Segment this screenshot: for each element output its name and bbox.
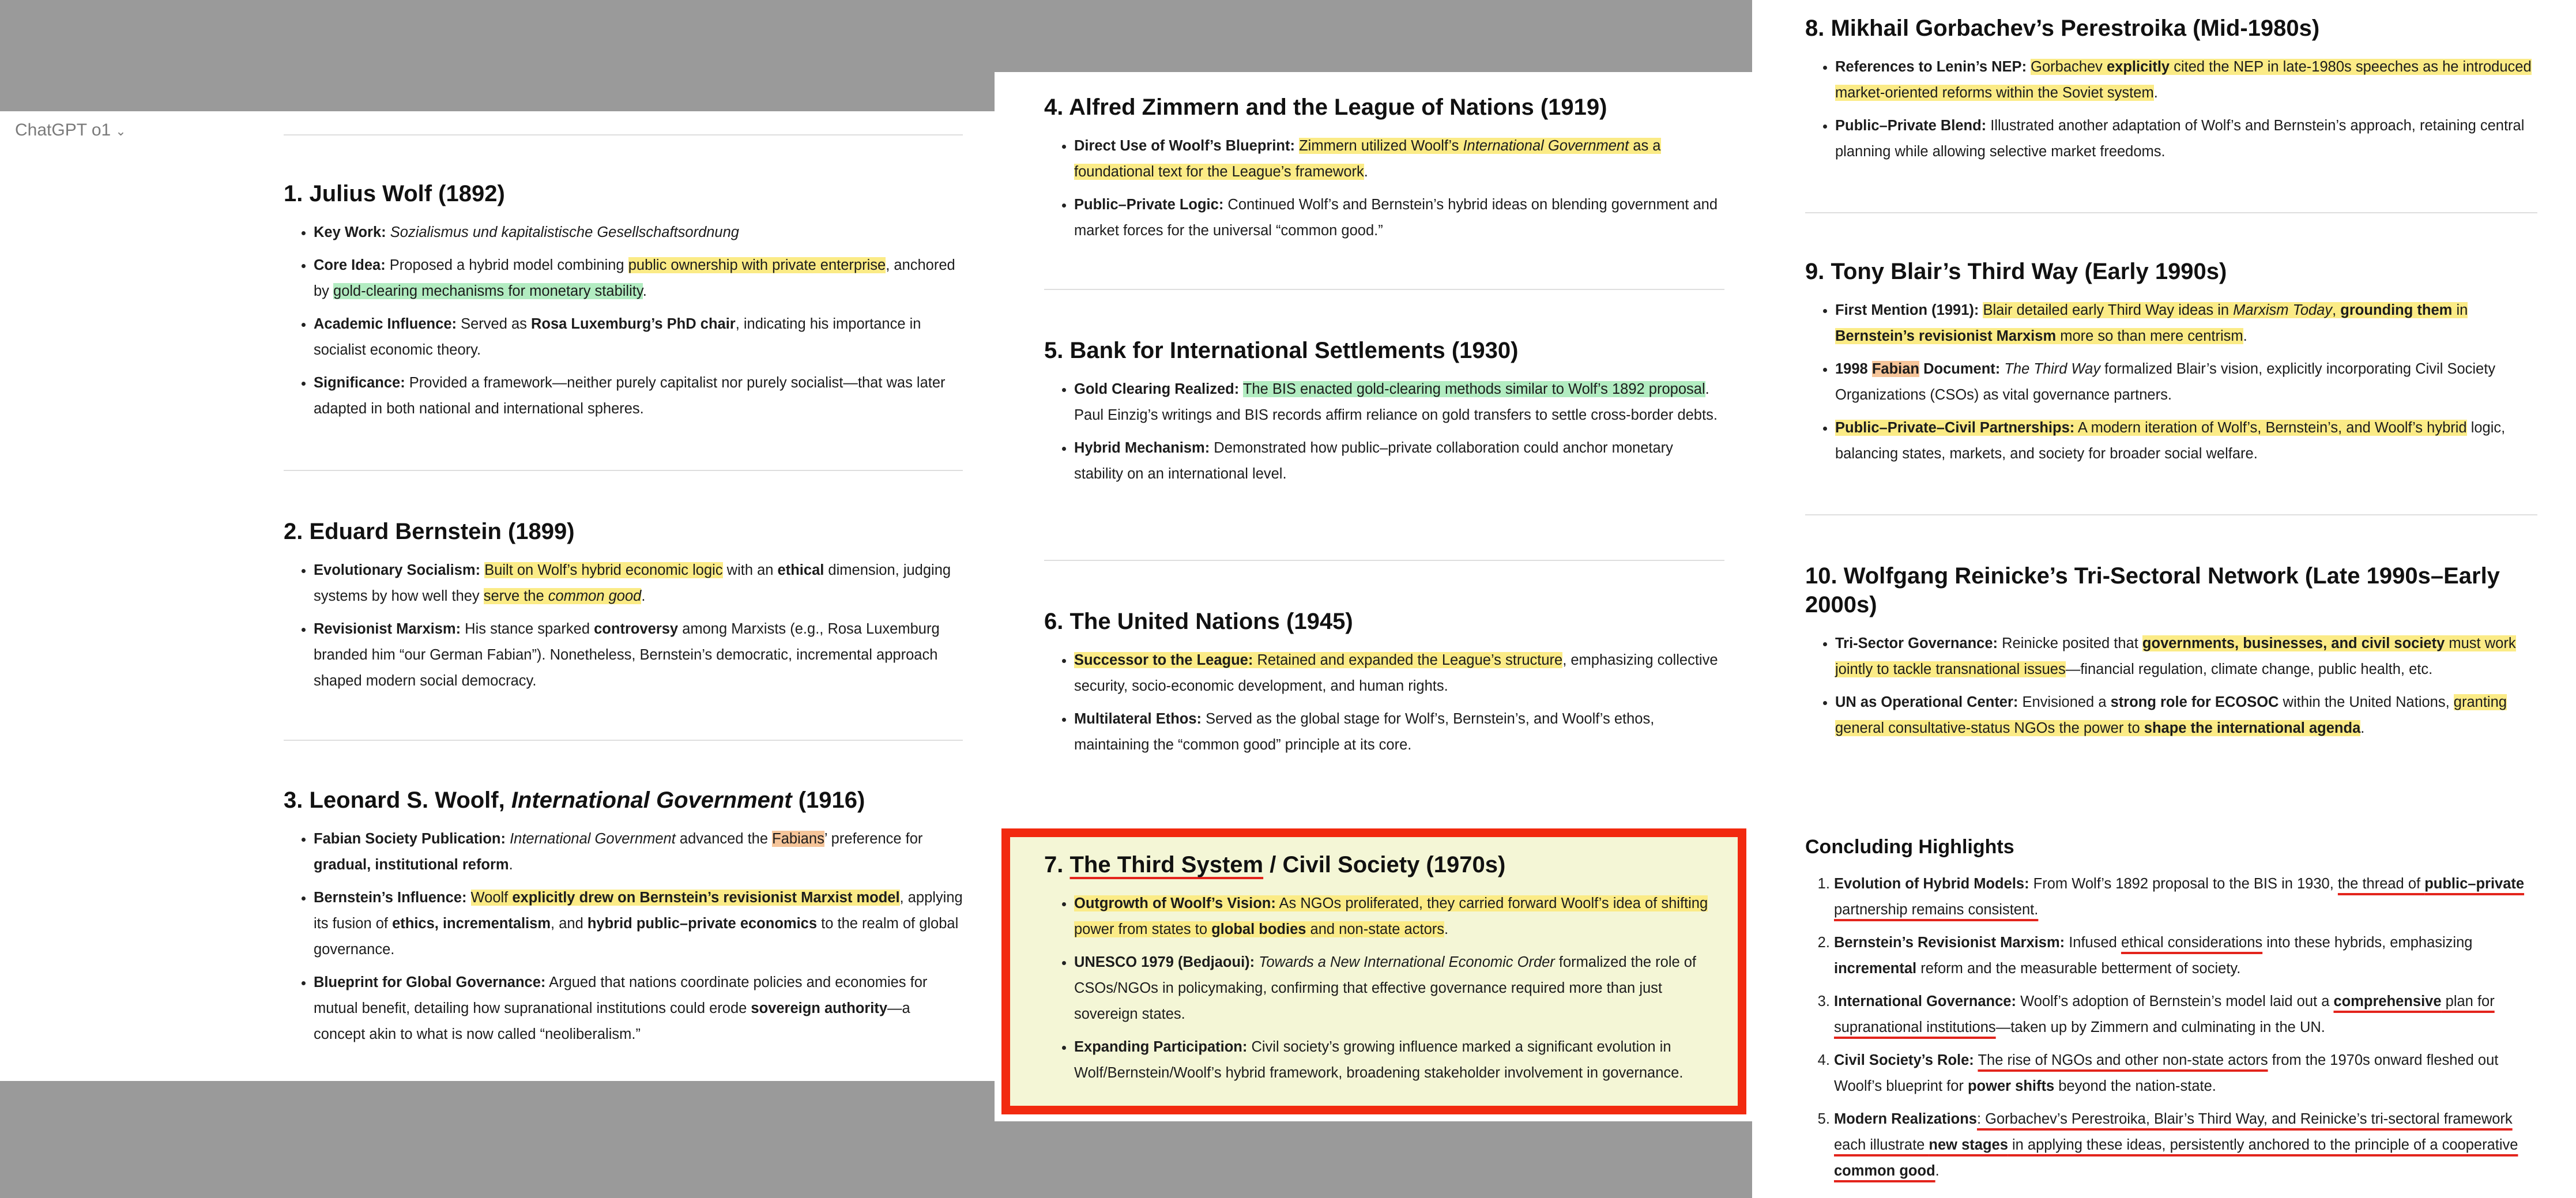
list-item: • Tri-Sector Governance: Reinicke posited that governments, businesses, and civil society must work jointly to tackle transnational issues—financial regulation, climate change, public health, etc. bbox=[1835, 631, 2537, 683]
right-screenshot-panel bbox=[1752, 0, 2576, 1198]
middle-screenshot-panel bbox=[995, 72, 1752, 1121]
list-item: • UNESCO 1979 (Bedjaoui): Towards a New International Economic Order formalized the role of CSOs/NGOs in policymaking, confirming that effective governance required more than just sovereign states. bbox=[1074, 950, 1724, 1027]
section-concluding-highlights bbox=[1805, 835, 2537, 1191]
list-item: • Direct Use of Woolf’s Blueprint: Zimmern utilized Woolf’s International Government as a foundational text for the League’s framework. bbox=[1074, 133, 1724, 185]
list-item: 5. Modern Realizations: Gorbachev’s Perestroika, Blair’s Third Way, and Reinicke’s tri-sectoral framework each illustrate new stages in applying these ideas, persistently anchored to the principle of a cooperative common good. bbox=[1834, 1106, 2537, 1184]
section-title: 2. Eduard Bernstein (1899) bbox=[284, 519, 575, 544]
list-item: • Evolutionary Socialism: Built on Wolf’s hybrid economic logic with an ethical dimension, judging systems by how well they serve the common good. bbox=[314, 557, 964, 609]
divider bbox=[284, 470, 963, 471]
section-reinicke bbox=[1805, 562, 2537, 748]
list-item: 3. International Governance: Woolf’s adoption of Bernstein’s model laid out a comprehensive plan for supranational institutions—taken up by Zimmern and culminating in the UN. bbox=[1834, 989, 2537, 1041]
list-item: • Outgrowth of Woolf’s Vision: As NGOs proliferated, they carried forward Woolf’s idea of shifting power from states to global bodies and non-state actors. bbox=[1074, 891, 1724, 943]
list-item: • First Mention (1991): Blair detailed early Third Way ideas in Marxism Today, grounding them in Bernstein’s revisionist Marxism more so than mere centrism. bbox=[1835, 297, 2537, 349]
list-item: 2. Bernstein’s Revisionist Marxism: Infused ethical considerations into these hybrids, emphasizing incremental reform and the measurable betterment of society. bbox=[1834, 930, 2537, 982]
list-item: • Hybrid Mechanism: Demonstrated how public–private collaboration could anchor monetary stability on an international level. bbox=[1074, 435, 1724, 487]
section-title: 7. The Third System / Civil Society (1970s) bbox=[1044, 852, 1506, 877]
section-title: 8. Mikhail Gorbachev’s Perestroika (Mid-1980s) bbox=[1805, 16, 2320, 41]
list-item: • Core Idea: Proposed a hybrid model combining public ownership with private enterprise, anchored by gold-clearing mechanisms for monetary stability. bbox=[314, 253, 964, 304]
section-gorbachev bbox=[1805, 14, 2537, 172]
list-item: 1. Evolution of Hybrid Models: From Wolf’s 1892 proposal to the BIS in 1930, the thread of public–private partnership remains consistent. bbox=[1834, 871, 2537, 923]
section-leonard-woolf bbox=[284, 786, 964, 1054]
section-title: 10. Wolfgang Reinicke’s Tri-Sectoral Network (Late 1990s–Early 2000s) bbox=[1805, 563, 2500, 617]
divider bbox=[1044, 560, 1724, 561]
section-title: 6. The United Nations (1945) bbox=[1044, 609, 1353, 634]
divider bbox=[1044, 289, 1724, 290]
section-title: 3. Leonard S. Woolf, International Government (1916) bbox=[284, 788, 865, 813]
divider bbox=[1805, 514, 2537, 515]
divider bbox=[284, 740, 963, 741]
list-item: • Public–Private–Civil Partnerships: A modern iteration of Wolf’s, Bernstein’s, and Woolf’s hybrid logic, balancing states, markets, and society for broader social welfare. bbox=[1835, 415, 2537, 467]
divider bbox=[284, 134, 963, 135]
section-united-nations bbox=[1044, 607, 1724, 765]
left-screenshot-panel bbox=[0, 111, 995, 1081]
list-item: • References to Lenin’s NEP: Gorbachev explicitly cited the NEP in late-1980s speeches as he introduced market-oriented reforms within the Soviet system. bbox=[1835, 54, 2537, 106]
section-tony-blair bbox=[1805, 257, 2537, 474]
list-item: • UN as Operational Center: Envisioned a strong role for ECOSOC within the United Nations, granting general consultative-status NGOs the power to shape the international agenda. bbox=[1835, 690, 2537, 741]
section-third-system bbox=[1044, 850, 1724, 1093]
list-item: • Multilateral Ethos: Served as the global stage for Wolf’s, Bernstein’s, and Woolf’s ethos, maintaining the “common good” principle at its core. bbox=[1074, 706, 1724, 758]
list-item: • Academic Influence: Served as Rosa Luxemburg’s PhD chair, indicating his importance in socialist economic theory. bbox=[314, 311, 964, 363]
section-title: 9. Tony Blair’s Third Way (Early 1990s) bbox=[1805, 259, 2227, 284]
divider bbox=[1805, 212, 2537, 213]
list-item: 4. Civil Society’s Role: The rise of NGOs and other non-state actors from the 1970s onward fleshed out Woolf’s blueprint for power shifts beyond the nation-state. bbox=[1834, 1048, 2537, 1099]
section-julius-wolf bbox=[284, 179, 964, 429]
list-item: • Significance: Provided a framework—neither purely capitalist nor purely socialist—that was later adapted in both national and international spheres. bbox=[314, 370, 964, 422]
section-title: 1. Julius Wolf (1892) bbox=[284, 181, 505, 206]
section-eduard-bernstein bbox=[284, 517, 964, 701]
model-selector-label: ChatGPT o1 bbox=[15, 120, 111, 140]
section-alfred-zimmern bbox=[1044, 93, 1724, 251]
section-title: 5. Bank for International Settlements (1930) bbox=[1044, 338, 1519, 363]
list-item: • Public–Private Logic: Continued Wolf’s and Bernstein’s hybrid ideas on blending government and market forces for the universal “common good.” bbox=[1074, 192, 1724, 244]
list-item: • Fabian Society Publication: International Government advanced the Fabians’ preference for gradual, institutional reform. bbox=[314, 826, 964, 878]
chevron-down-icon: ⌄ bbox=[115, 124, 126, 138]
list-item: • Blueprint for Global Governance: Argued that nations coordinate policies and economies for mutual benefit, detailing how supranational institutions could erode sovereign authority—a concept akin to what is now called “neoliberalism.” bbox=[314, 970, 964, 1048]
list-item: • Key Work: Sozialismus und kapitalistische Gesellschaftsordnung bbox=[314, 220, 964, 246]
section-bis bbox=[1044, 336, 1724, 494]
list-item: • Revisionist Marxism: His stance sparked controversy among Marxists (e.g., Rosa Luxemburg branded him “our German Fabian”). Nonetheless, Bernstein’s democratic, incremental approach shaped modern social democracy. bbox=[314, 616, 964, 694]
section-title: 4. Alfred Zimmern and the League of Nations (1919) bbox=[1044, 95, 1607, 120]
list-item: • Public–Private Blend: Illustrated another adaptation of Wolf’s and Bernstein’s approach, retaining central planning while allowing selective market freedoms. bbox=[1835, 113, 2537, 165]
list-item: • Bernstein’s Influence: Woolf explicitly drew on Bernstein’s revisionist Marxist model, applying its fusion of ethics, incrementalism, and hybrid public–private economics to the realm of global governance. bbox=[314, 885, 964, 963]
list-item: • Successor to the League: Retained and expanded the League’s structure, emphasizing collective security, socio-economic development, and human rights. bbox=[1074, 647, 1724, 699]
model-selector[interactable] bbox=[15, 120, 126, 140]
list-item: • Gold Clearing Realized: The BIS enacted gold-clearing methods similar to Wolf’s 1892 proposal. Paul Einzig’s writings and BIS records affirm reliance on gold transfers to settle cross-border debts. bbox=[1074, 376, 1724, 428]
list-item: • 1998 Fabian Document: The Third Way formalized Blair’s vision, explicitly incorporating Civil Society Organizations (CSOs) as vital governance partners. bbox=[1835, 356, 2537, 408]
section-title: Concluding Highlights bbox=[1805, 836, 2014, 858]
list-item: • Expanding Participation: Civil society’s growing influence marked a significant evolution in Wolf/Bernstein/Woolf’s hybrid framework, broadening stakeholder involvement in governance. bbox=[1074, 1034, 1724, 1086]
